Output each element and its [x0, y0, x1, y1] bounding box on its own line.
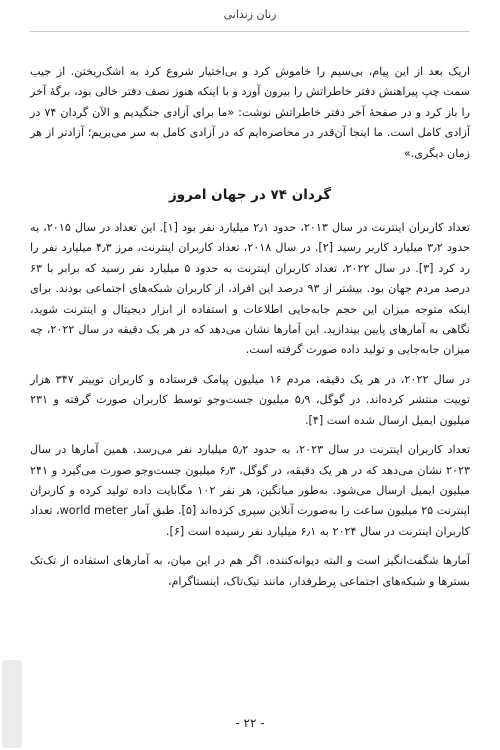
body-paragraph: تعداد کاربران اینترنت در سال ۲۰۲۳، به حدود ۵٫۲ میلیارد نفر می‌رسد. همین آمارها در سال ۲۰۲۳ نشان می‌دهد که در هر یک دقیقه، در گوگل، ۶٫۳ میلیون جست‌وجو صورت می‌گیرد و ۲۴۱ میلیون ایمیل ارسال می‌شود. به‌طور میانگین، هر نفر ۱۰۲ مگابایت داده تولید کرده و کاربران اینترنت ۲۵ میلیون ساعت را به‌صورت آنلاین سپری کرده‌اند [۵]. طبق آمار world meter، تعداد کاربران اینترنت در سال ۲۰۲۴ به ۶٫۱ میلیارد نفر رسیده است [۶]. — [30, 443, 471, 538]
body-paragraph: در سال ۲۰۲۲، در هر یک دقیقه، مردم ۱۶ میلیون پیامک فرستاده و کاربران توییتر ۳۴۷ هزار توییت منتشر کرده‌اند. در گوگل، ۵٫۹ میلیون جست‌وجو توسط کاربران صورت گرفته و ۲۳۱ میلیون ایمیل ارسال شده است [۴]. — [30, 372, 470, 427]
watermark-stamp — [2, 660, 22, 748]
header-divider — [30, 31, 470, 32]
running-header: زنان زندانی — [223, 8, 277, 21]
body-paragraph: آمارها شگفت‌انگیز است و البته دیوانه‌کننده. اگر هم در این میان، به آمارهای استفاده از تک‌تک بسترها و شبکه‌های اجتماعی پرطرفدار، مانند تیک‌تاک، اینستاگرام، — [30, 554, 470, 588]
page-number: - ۲۲ - — [235, 716, 265, 730]
page-body — [30, 62, 470, 592]
body-paragraph: تعداد کاربران اینترنت در سال ۲۰۱۳، حدود ۲٫۱ میلیارد نفر بود [۱]. این تعداد در سال ۲۰۱۵، به حدود ۳٫۲ میلیارد کاربر رسید [۲]. در سال ۲۰۱۸، تعداد کاربران اینترنت، مرز ۴٫۳ میلیارد نفر را رد کرد [۳]. در سال ۲۰۲۲، تعداد کاربران اینترنت به حدود ۵ میلیارد نفر رسید که برابر با ۶۳ درصد مردم جهان بود. بیشتر از ۹۳ درصد این افراد، از کاربران شبکه‌های اجتماعی بودند. برای اینکه متوجه میزان این حجم جابه‌جایی اطلاعات و استفاده از ابزار دیجیتال و اینترنت شوید، نگاهی به آمارهای پایین بیندازید. این آمارها نشان می‌دهد که در هر یک دقیقه در سال ۲۰۲۲، چه میزان جابه‌جایی و تولید داده صورت گرفته است. — [30, 221, 471, 357]
body-paragraph: اریک بعد از این پیام، بی‌سیم را خاموش کرد و بی‌اختیار شروع کرد به اشک‌ریختن. از جیب سمت چپ پیراهنش دفتر خاطراتش را بیرون آورد و با اینکه هنوز نصف دفتر خالی بود، برگهٔ آخر را باز کرد و در صفحهٔ آخر دفتر خاطراتش نوشت: «ما برای آزادی جنگیدیم و الآن گردان ۷۴ در آزادی کامل است. ما اینجا آن‌قدر در محاصره‌ایم که در آزادی کامل به سر می‌بریم؛ آزادتر از هر زمان دیگری.» — [30, 65, 470, 160]
section-heading: گردان ۷۴ در جهان امروز — [168, 187, 332, 204]
